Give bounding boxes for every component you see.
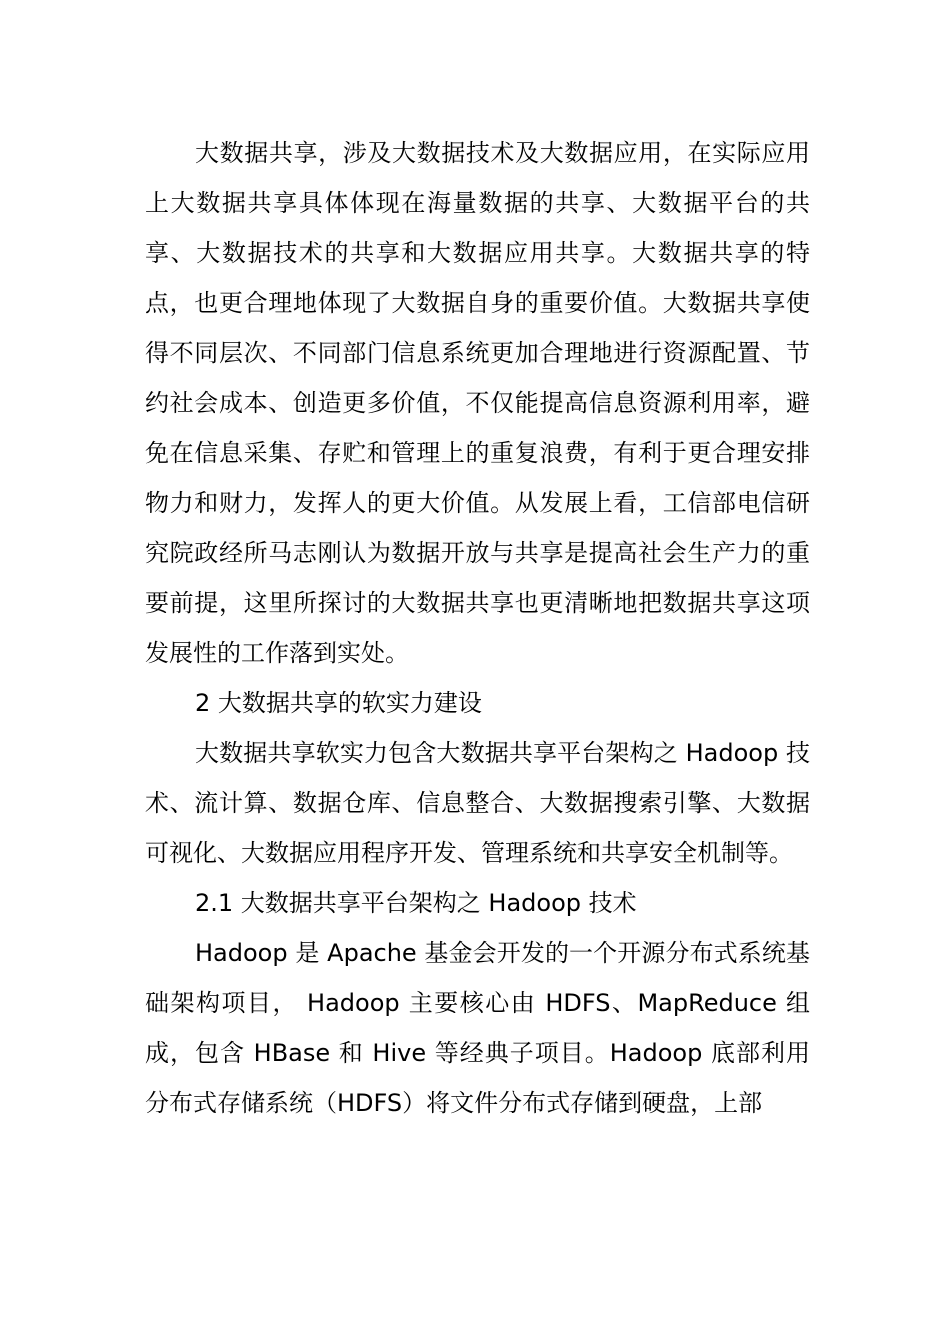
- subsection-heading-hadoop: 2.1 大数据共享平台架构之 Hadoop 技术: [195, 889, 637, 917]
- paragraph-big-data-sharing-intro: 大数据共享，涉及大数据技术及大数据应用，在实际应用上大数据共享具体体现在海量数据的共享、大数据平台的共享、大数据技术的共享和大数据应用共享。大数据共享的特点，也更合理地体现了大数据自身的重要价值。大数据共享使得不同层次、不同部门信息系统更加合理地进行资源配置、节约社会成本、创造更多价值，不仅能提高信息资源利用率，避免在信息采集、存贮和管理上的重复浪费，有利于更合理安排物力和财力，发挥人的更大价值。从发展上看，工信部电信研究院政经所马志刚认为数据开放与共享是提高社会生产力的重要前提，这里所探讨的大数据共享也更清晰地把数据共享这项发展性的工作落到实处。: [145, 139, 810, 667]
- document-body: [145, 128, 810, 1128]
- section-heading-soft-power: 2 大数据共享的软实力建设: [195, 689, 482, 717]
- paragraph-hadoop-description: Hadoop 是 Apache 基金会开发的一个开源分布式系统基础架构项目， Hadoop 主要核心由 HDFS、MapReduce 组成，包含 HBase 和 Hive 等经典子项目。Hadoop 底部利用分布式存储系统（HDFS）将文件分布式存储到硬盘，上部: [145, 939, 810, 1117]
- paragraph-soft-power-contents: 大数据共享软实力包含大数据共享平台架构之 Hadoop 技术、流计算、数据仓库、信息整合、大数据搜索引擎、大数据可视化、大数据应用程序开发、管理系统和共享安全机制等。: [145, 739, 810, 867]
